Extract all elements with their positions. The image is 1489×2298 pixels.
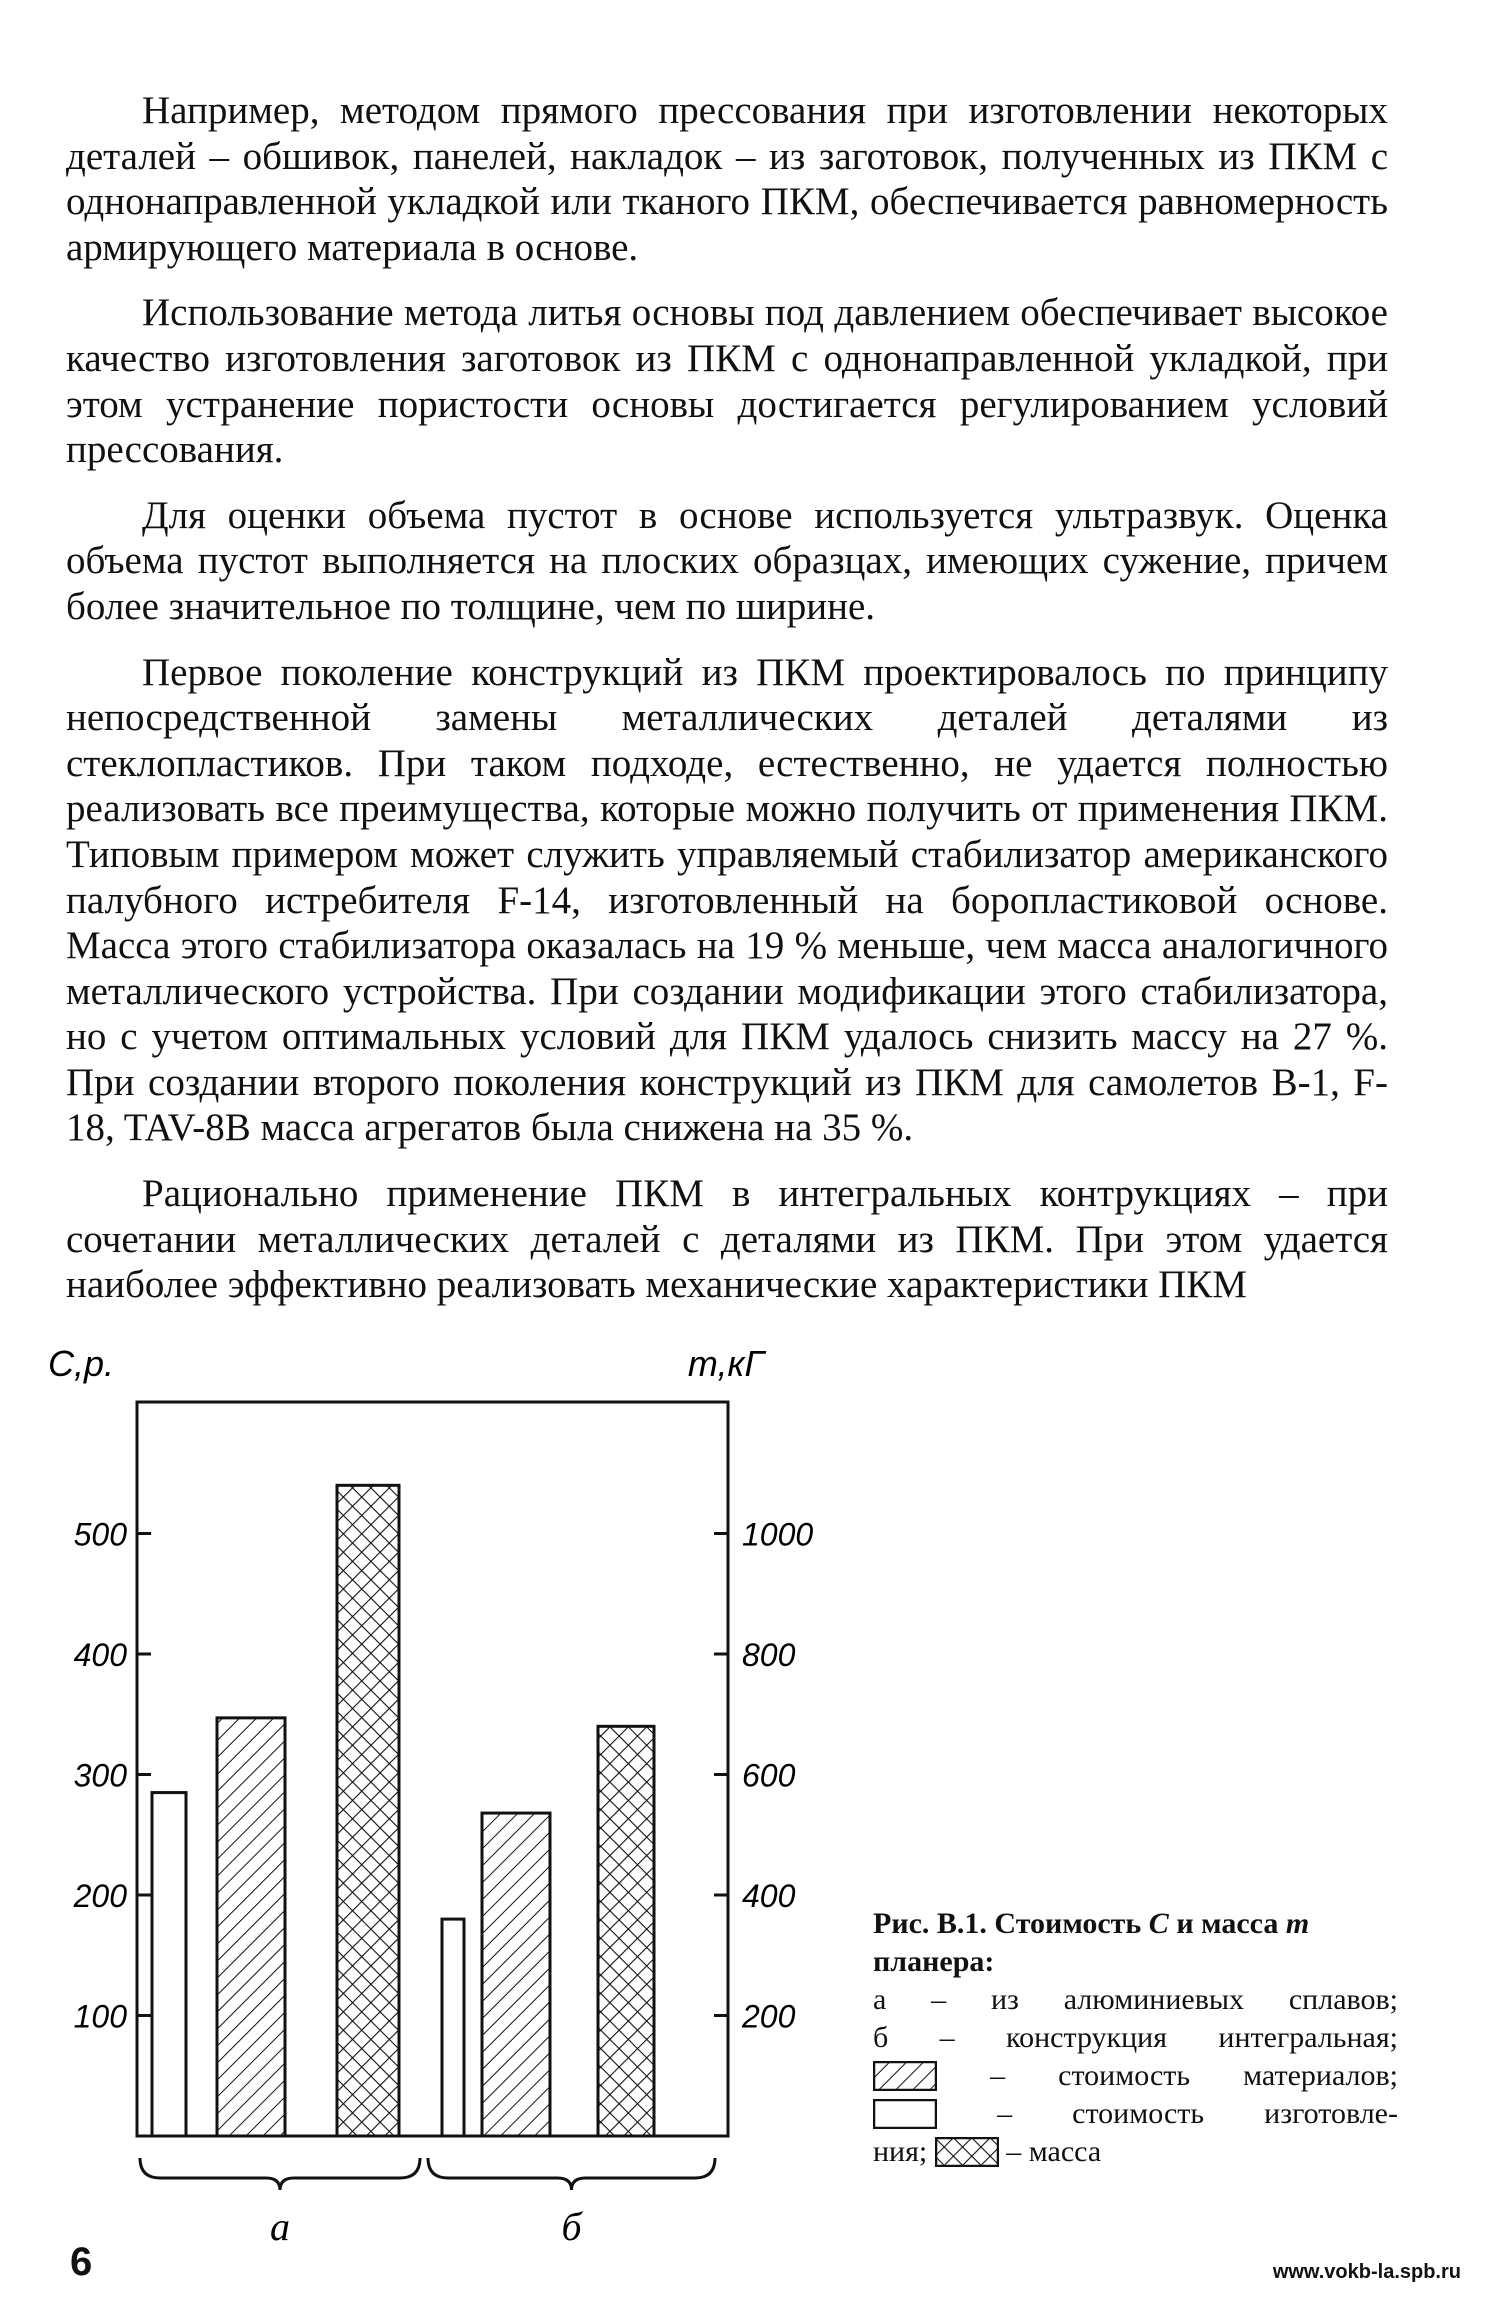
bar-empty-a xyxy=(152,1793,186,2136)
crosshatched-swatch-icon xyxy=(935,2137,999,2167)
paragraph-5: Рационально применение ПКМ в интегральных контрукциях – при сочетании металлических деталей с деталями из ПКМ. При этом удается наиболее эффективно реализовать механические характеристики ПКМ xyxy=(66,1172,1388,1307)
figure-caption xyxy=(873,1905,1398,2171)
right-tick-label: 1000 xyxy=(742,1516,814,1553)
legend-mass-label: – масса xyxy=(1006,2135,1102,2168)
legend-manufacture xyxy=(873,2095,1398,2133)
right-tick-label: 400 xyxy=(742,1878,796,1915)
group-brace-a xyxy=(140,2158,420,2190)
bar-crosshatched-b xyxy=(598,1726,654,2136)
bar-hatched-a xyxy=(217,1718,285,2136)
paragraph-3: Для оценки объема пустот в основе используется ультразвук. Оценка объема пустот выполняется на плоских образцах, имеющих сужение, причем более значительное по толщине, чем по ширине. xyxy=(66,493,1388,628)
cost-mass-bar-chart xyxy=(40,1340,860,2260)
group-label-b: б xyxy=(561,2204,582,2249)
bar-hatched-b xyxy=(482,1813,550,2136)
right-tick-label: 800 xyxy=(742,1637,796,1674)
caption-title-text: Рис. В.1. Стоимость xyxy=(873,1907,1142,1940)
paragraph-2: Использование метода литья основы под давлением обеспечивает высокое качество изготовления заготовок из ПКМ с однонаправленной укладкой, при этом устранение пористости основы достигается регулированием условий прессования. xyxy=(66,291,1388,472)
group-brace-b xyxy=(428,2158,715,2190)
body-text xyxy=(66,88,1388,1308)
legend-manufacture-label-end: ния; xyxy=(873,2135,928,2168)
legend-materials-label: – стоимость материалов; xyxy=(990,2059,1398,2092)
right-tick-label: 200 xyxy=(742,1998,796,2035)
footer-url: www.vokb-la.spb.ru xyxy=(1272,2261,1461,2283)
caption-symbol-m: т xyxy=(1285,1907,1310,1940)
right-tick-label: 600 xyxy=(742,1757,796,1794)
paragraph-4: Первое поколение конструкций из ПКМ проектировалось по принципу непосредственной замены металлических деталей деталями из стеклопластиков. При таком подходе, естественно, не удается полностью реализовать все преимущества, которые можно получить от применения ПКМ. Типовым примером может служить управляемый стабилизатор американского палубного истребителя F-14, изготовленный на боропластиковой основе. Масса этого стабилизатора оказалась на 19 % меньше, чем масса аналогичного металлического устройства. При создании модификации этого стабилизатора, но с учетом оптимальных условий для ПКМ удалось снизить массу на 27 %. При создании второго поколения конструкций из ПКМ для самолетов B-1, F-18, TAV-8B масса агрегатов была снижена на 35 %. xyxy=(66,650,1388,1150)
caption-symbol-c: С xyxy=(1148,1907,1169,1940)
page-number: 6 xyxy=(70,2240,93,2284)
group-label-a: а xyxy=(270,2204,290,2249)
left-tick-label: 500 xyxy=(73,1516,127,1553)
hatched-swatch-icon xyxy=(873,2061,937,2091)
caption-title-mid: и масса xyxy=(1176,1907,1279,1940)
left-tick-label: 400 xyxy=(73,1637,127,1674)
caption-title xyxy=(873,1905,1398,1981)
left-tick-label: 300 xyxy=(73,1757,127,1794)
legend-materials xyxy=(873,2057,1398,2095)
legend-mass xyxy=(873,2133,1398,2171)
caption-line-b: б – конструкция интегральная; xyxy=(873,2021,1398,2054)
left-tick-label: 200 xyxy=(73,1878,127,1915)
bar-empty-b xyxy=(442,1919,464,2136)
legend-manufacture-label: – стоимость изготовле- xyxy=(997,2097,1398,2130)
left-axis-title: С,р. xyxy=(48,1343,115,1384)
paragraph-1: Например, методом прямого прессования при изготовлении некоторых деталей – обшивок, панелей, накладок – из заготовок, полученных из ПКМ с однонаправленной укладкой или тканого ПКМ, обеспечивается равномерность армирующего материала в основе. xyxy=(66,89,1388,269)
caption-title-end: планера: xyxy=(873,1945,995,1978)
right-axis-title: т,кГ xyxy=(687,1343,765,1384)
bar-crosshatched-a xyxy=(337,1485,399,2136)
empty-swatch-icon xyxy=(873,2099,937,2129)
left-tick-label: 100 xyxy=(73,1998,127,2035)
caption-line-a: а – из алюминиевых сплавов; xyxy=(873,1983,1398,2016)
